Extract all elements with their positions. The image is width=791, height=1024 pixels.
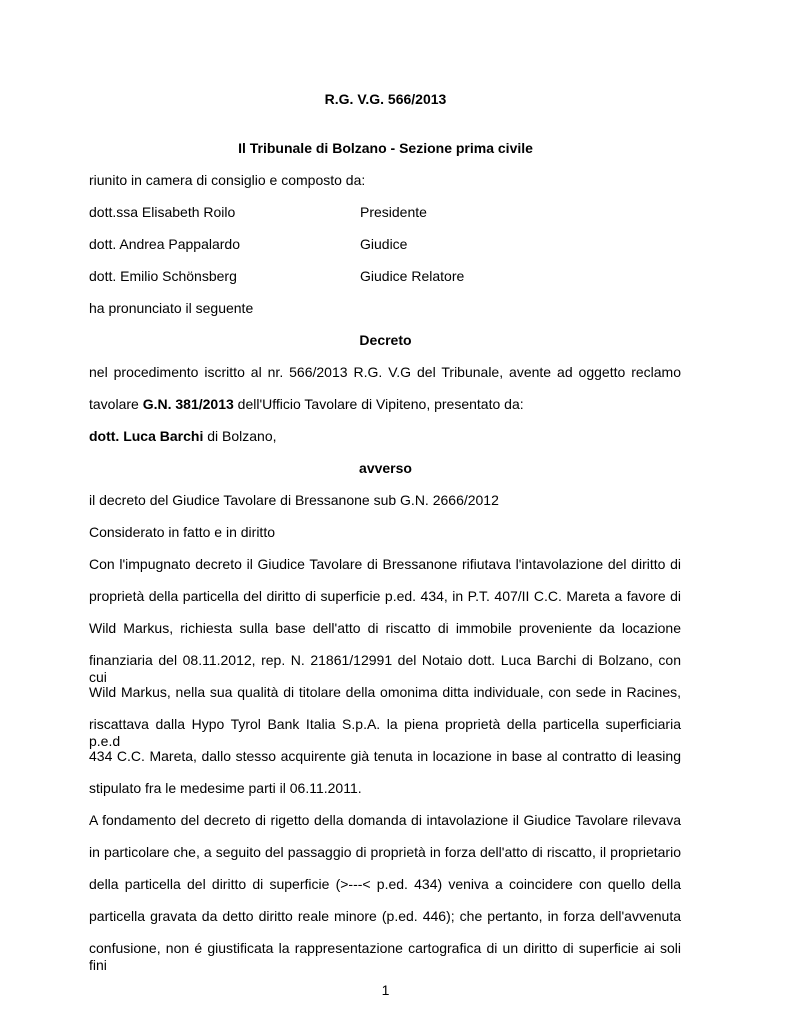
paragraph-line: finanziaria del 08.11.2012, rep. N. 21861/12991 del Notaio dott. Luca Barchi di Bolzano, con cui	[89, 652, 681, 685]
case-number: R.G. V.G. 566/2013	[324, 91, 447, 107]
paragraph-line: particella gravata da detto diritto reale minore (p.ed. 446); che pertanto, in forza dell'avvenuta	[89, 908, 681, 924]
paragraph-line: confusione, non é giustificata la rappresentazione cartografica di un diritto di superficie ai soli fini	[89, 940, 681, 973]
page-number: 1	[381, 982, 390, 998]
paragraph-line: in particolare che, a seguito del passaggio di proprietà in forza dell'atto di riscatto, il proprietario	[89, 844, 681, 860]
paragraph-line: proprietà della particella del diritto di superficie p.ed. 434, in P.T. 407/II C.C. Mareta a favore di	[89, 588, 681, 604]
procedure-line-1: nel procedimento iscritto al nr. 566/2013 R.G. V.G del Tribunale, avente ad oggetto reclamo	[89, 364, 681, 380]
pronounced-text: ha pronunciato il seguente	[89, 300, 254, 316]
procedure-suffix: dell'Ufficio Tavolare di Vipiteno, presentato da:	[233, 396, 524, 412]
decree-reference: il decreto del Giudice Tavolare di Bressanone sub G.N. 2666/2012	[89, 492, 499, 508]
panel-member-role: Giudice Relatore	[360, 268, 465, 284]
panel-member-name: dott. Andrea Pappalardo	[89, 236, 241, 252]
intro-text: riunito in camera di consiglio e composto da:	[89, 172, 366, 188]
paragraph-line: A fondamento del decreto di rigetto della domanda di intavolazione il Giudice Tavolare rilevava	[89, 812, 681, 828]
paragraph-line: Wild Markus, nella sua qualità di titolare della omonima ditta individuale, con sede in Racines,	[89, 684, 681, 700]
procedure-line-2	[89, 396, 524, 413]
panel-member-role: Giudice	[360, 236, 408, 252]
court-title: Il Tribunale di Bolzano - Sezione prima civile	[238, 140, 533, 156]
applicant-name: dott. Luca Barchi	[89, 428, 204, 444]
panel-member-name: dott. Emilio Schönsberg	[89, 268, 237, 284]
paragraph-line: della particella del diritto di superficie (>---< p.ed. 434) veniva a coincidere con quello della	[89, 876, 681, 892]
procedure-prefix: tavolare	[89, 396, 143, 412]
decreto-heading: Decreto	[359, 332, 412, 348]
panel-member-name: dott.ssa Elisabeth Roilo	[89, 204, 236, 220]
paragraph-line: Con l'impugnato decreto il Giudice Tavolare di Bressanone rifiutava l'intavolazione del diritto di	[89, 556, 681, 572]
gn-number: G.N. 381/2013	[142, 396, 234, 412]
panel-member-role: Presidente	[360, 204, 427, 220]
avverso-heading: avverso	[359, 460, 412, 476]
considered-heading: Considerato in fatto e in diritto	[89, 524, 275, 540]
paragraph-line-last: stipulato fra le medesime parti il 06.11.2011.	[89, 780, 362, 796]
paragraph-line: Wild Markus, richiesta sulla base dell'atto di riscatto di immobile proveniente da locazione	[89, 620, 681, 636]
applicant-line	[89, 428, 277, 445]
applicant-city: di Bolzano,	[203, 428, 277, 444]
paragraph-line: riscattava dalla Hypo Tyrol Bank Italia S.p.A. la piena proprietà della particella superficiaria p.e.d	[89, 716, 681, 749]
paragraph-line: 434 C.C. Mareta, dallo stesso acquirente già tenuta in locazione in base al contratto di leasing	[89, 748, 681, 764]
